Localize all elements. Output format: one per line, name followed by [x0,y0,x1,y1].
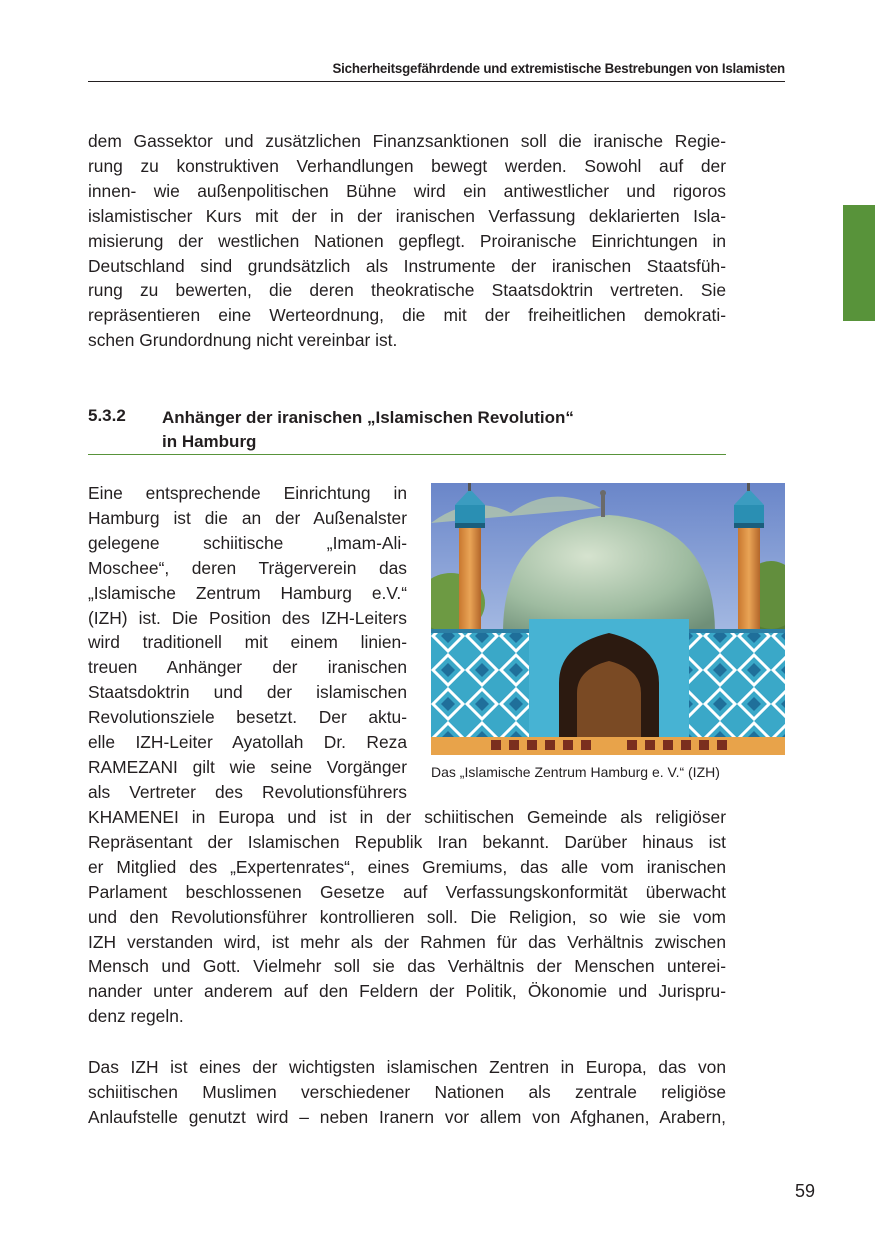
text-line: Mensch und Gott. Vielmehr soll sie das Verhältnis der Menschen unterei- [88,956,726,977]
text-line: Staatsdoktrin und der islamischen [88,682,407,703]
text-line: KHAMENEI in Europa und ist in der schiitischen Gemeinde als religiöser [88,807,726,827]
text-line: schiitischen Muslimen verschiedener Nationen als zentrale religiöse [88,1081,726,1102]
text-line: RAMEZANI gilt wie seine Vorgänger [88,756,407,777]
text-line: wird traditionell mit einem linien- [88,632,407,653]
text-line: misierung der westlichen Nationen gepflegt. Proiranische Einrichtungen in [88,230,726,251]
paragraph-2-full [88,805,726,1029]
text-line: und den Revolutionsführer kontrollieren soll. Die Religion, so wie sie vom [88,906,726,927]
text-line: Deutschland sind grundsätzlich als Instrumente der iranischen Staatsfüh- [88,255,726,276]
text-line: Repräsentant der Islamischen Republik Iran bekannt. Darüber hinaus ist [88,831,726,852]
text-line: Eine entsprechende Einrichtung in [88,483,407,503]
section-title-line: in Hamburg [162,432,257,451]
running-header: Sicherheitsgefährdende und extremistische Bestrebungen von Islamisten [332,60,785,76]
text-line: (IZH) ist. Die Position des IZH-Leiters [88,607,407,628]
text-line: rung zu bewerten, die deren theokratische Staatsdoktrin vertreten. Sie [88,280,726,301]
figure-caption: Das „Islamische Zentrum Hamburg e. V.“ (IZH) [431,764,720,780]
section-rule [88,454,726,455]
chapter-tab-marker [843,205,875,321]
section-number: 5.3.2 [88,406,126,425]
text-line: als Vertreter des Revolutionsführers [88,781,407,802]
text-line: „Islamische Zentrum Hamburg e.V.“ [88,582,407,603]
text-line: Moschee“, deren Trägerverein das [88,557,407,578]
section-title-line: Anhänger der iranischen „Islamischen Revolution“ [162,408,574,427]
text-line: Revolutionsziele besetzt. Der aktu- [88,707,407,728]
text-line: treuen Anhänger der iranischen [88,657,407,678]
section-title [162,406,574,454]
text-line: gelegene schiitische „Imam-Ali- [88,532,407,553]
text-line: er Mitglied des „Expertenrates“, eines Gremiums, das alle vom iranischen [88,856,726,877]
text-line: nander unter anderem auf den Feldern der Politik, Ökonomie und Jurispru- [88,981,726,1002]
paragraph-1 [88,129,726,353]
paragraph-2-wrap [88,481,407,805]
text-line: innen- wie außenpolitischen Bühne wird ein antiwestlicher und rigoros [88,180,726,201]
text-line: rung zu konstruktiven Verhandlungen bewegt werden. Sowohl auf der [88,155,726,176]
text-line: Hamburg ist die an der Außenalster [88,507,407,528]
text-line: repräsentieren eine Werteordnung, die mit der freiheitlichen demokrati- [88,305,726,326]
page-number: 59 [795,1181,816,1201]
mosque-photo [431,483,785,755]
text-line: Das IZH ist eines der wichtigsten islamischen Zentren in Europa, das von [88,1057,726,1077]
text-line: IZH verstanden wird, ist mehr als der Rahmen für das Verhältnis zwischen [88,931,726,952]
text-line: schen Grundordnung nicht vereinbar ist. [88,330,398,351]
text-line: dem Gassektor und zusätzlichen Finanzsanktionen soll die iranische Regie- [88,131,726,151]
text-line: islamistischer Kurs mit der in der iranischen Verfassung deklarierten Isla- [88,205,726,226]
text-line: elle IZH-Leiter Ayatollah Dr. Reza [88,732,407,753]
text-line: Parlament beschlossenen Gesetze auf Verfassungskonformität überwacht [88,881,726,902]
text-line: Anlaufstelle genutzt wird – neben Iranern vor allem von Afghanen, Arabern, [88,1106,726,1127]
header-rule [88,81,785,82]
text-line: denz regeln. [88,1006,184,1027]
paragraph-3 [88,1055,726,1130]
